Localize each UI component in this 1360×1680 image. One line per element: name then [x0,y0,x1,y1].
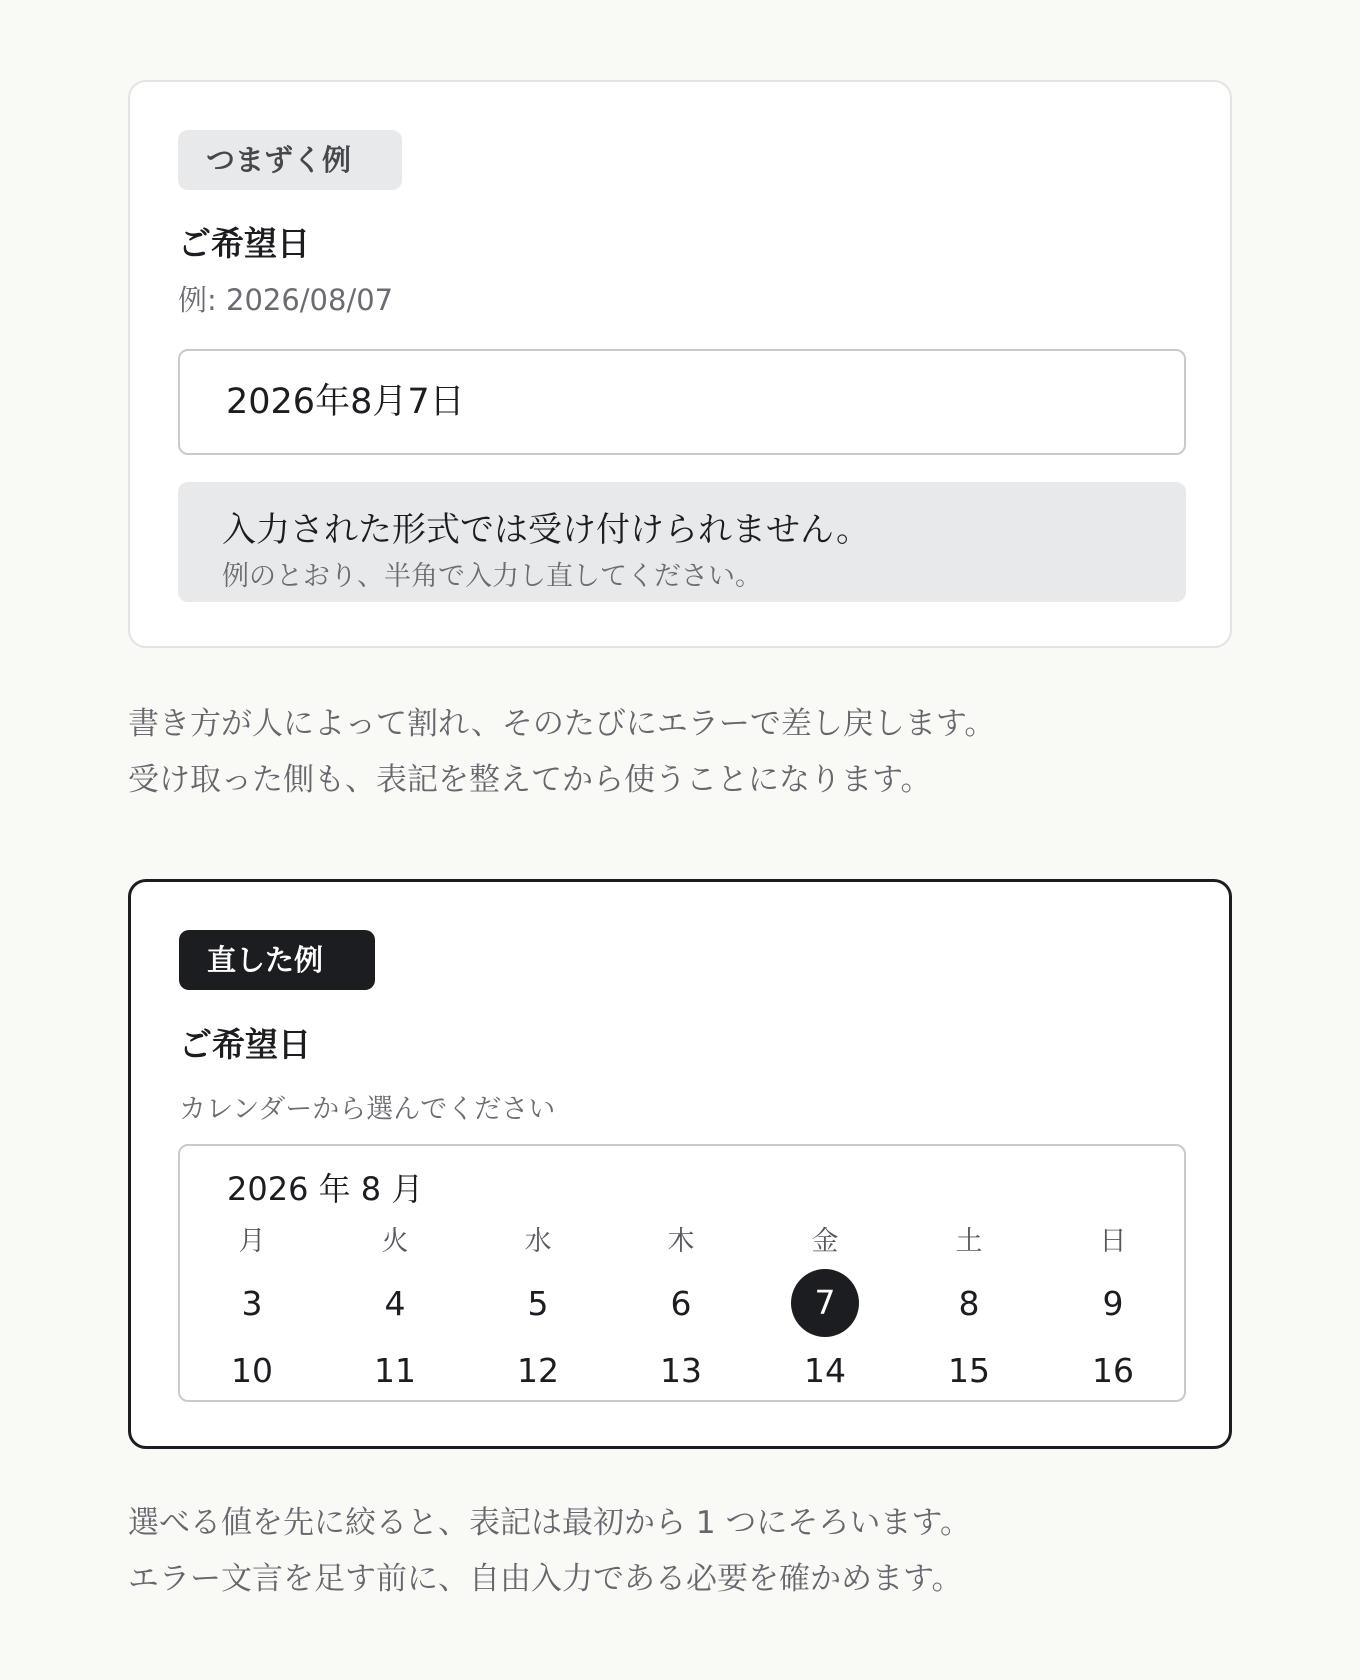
good-example-card [128,879,1232,1449]
field-label: ご希望日 [179,1025,311,1064]
calendar-day[interactable]: 15 [948,1351,990,1390]
calendar-day[interactable]: 5 [527,1284,549,1323]
calendar-day-selected[interactable]: 7 [791,1269,859,1337]
calendar-day[interactable]: 9 [1102,1284,1124,1323]
error-message-box [178,482,1186,602]
weekday-label: 木 [667,1226,695,1257]
calendar-day[interactable]: 12 [517,1351,559,1390]
good-example-tag: 直した例 [179,930,375,990]
calendar-day[interactable]: 16 [1092,1351,1134,1390]
date-text-input[interactable]: 2026年8月7日 [178,349,1186,455]
field-hint: 例: 2026/08/07 [178,283,394,317]
calendar-day[interactable]: 4 [384,1284,406,1323]
calendar-day[interactable]: 13 [660,1351,702,1390]
field-label: ご希望日 [178,224,310,263]
weekday-row [180,1207,1184,1277]
good-explanation-line: 選べる値を先に絞ると、表記は最初から 1 つにそろいます。 [128,1505,971,1541]
weekday-label: 土 [955,1226,983,1257]
calendar-month-title: 2026 年 8 月 [227,1170,424,1208]
calendar-week-row [180,1336,1184,1406]
calendar-day[interactable]: 11 [374,1351,416,1390]
error-help-text: 例のとおり、半角で入力し直してください。 [222,561,762,592]
calendar-week-row [180,1269,1184,1339]
weekday-label: 金 [811,1226,839,1257]
calendar-day[interactable]: 6 [670,1284,692,1323]
calendar-day[interactable]: 3 [241,1284,263,1323]
calendar-day[interactable]: 8 [958,1284,980,1323]
good-explanation [128,1495,971,1607]
weekday-label: 月 [238,1226,266,1257]
bad-example-card [128,80,1232,648]
bad-example-tag: つまずく例 [178,130,402,190]
bad-explanation [128,696,995,808]
field-hint: カレンダーから選んでください [179,1094,556,1125]
error-message: 入力された形式では受け付けられません。 [222,510,871,550]
calendar-day[interactable]: 10 [231,1351,273,1390]
weekday-label: 日 [1099,1226,1127,1257]
weekday-label: 火 [381,1226,409,1257]
weekday-label: 水 [524,1226,552,1257]
calendar-day[interactable]: 14 [804,1351,846,1390]
bad-explanation-line: 受け取った側も、表記を整えてから使うことになります。 [128,762,932,798]
bad-explanation-line: 書き方が人によって割れ、そのたびにエラーで差し戻します。 [128,706,996,742]
good-explanation-line: エラー文言を足す前に、自由入力である必要を確かめます。 [128,1561,963,1597]
calendar-picker [178,1144,1186,1402]
